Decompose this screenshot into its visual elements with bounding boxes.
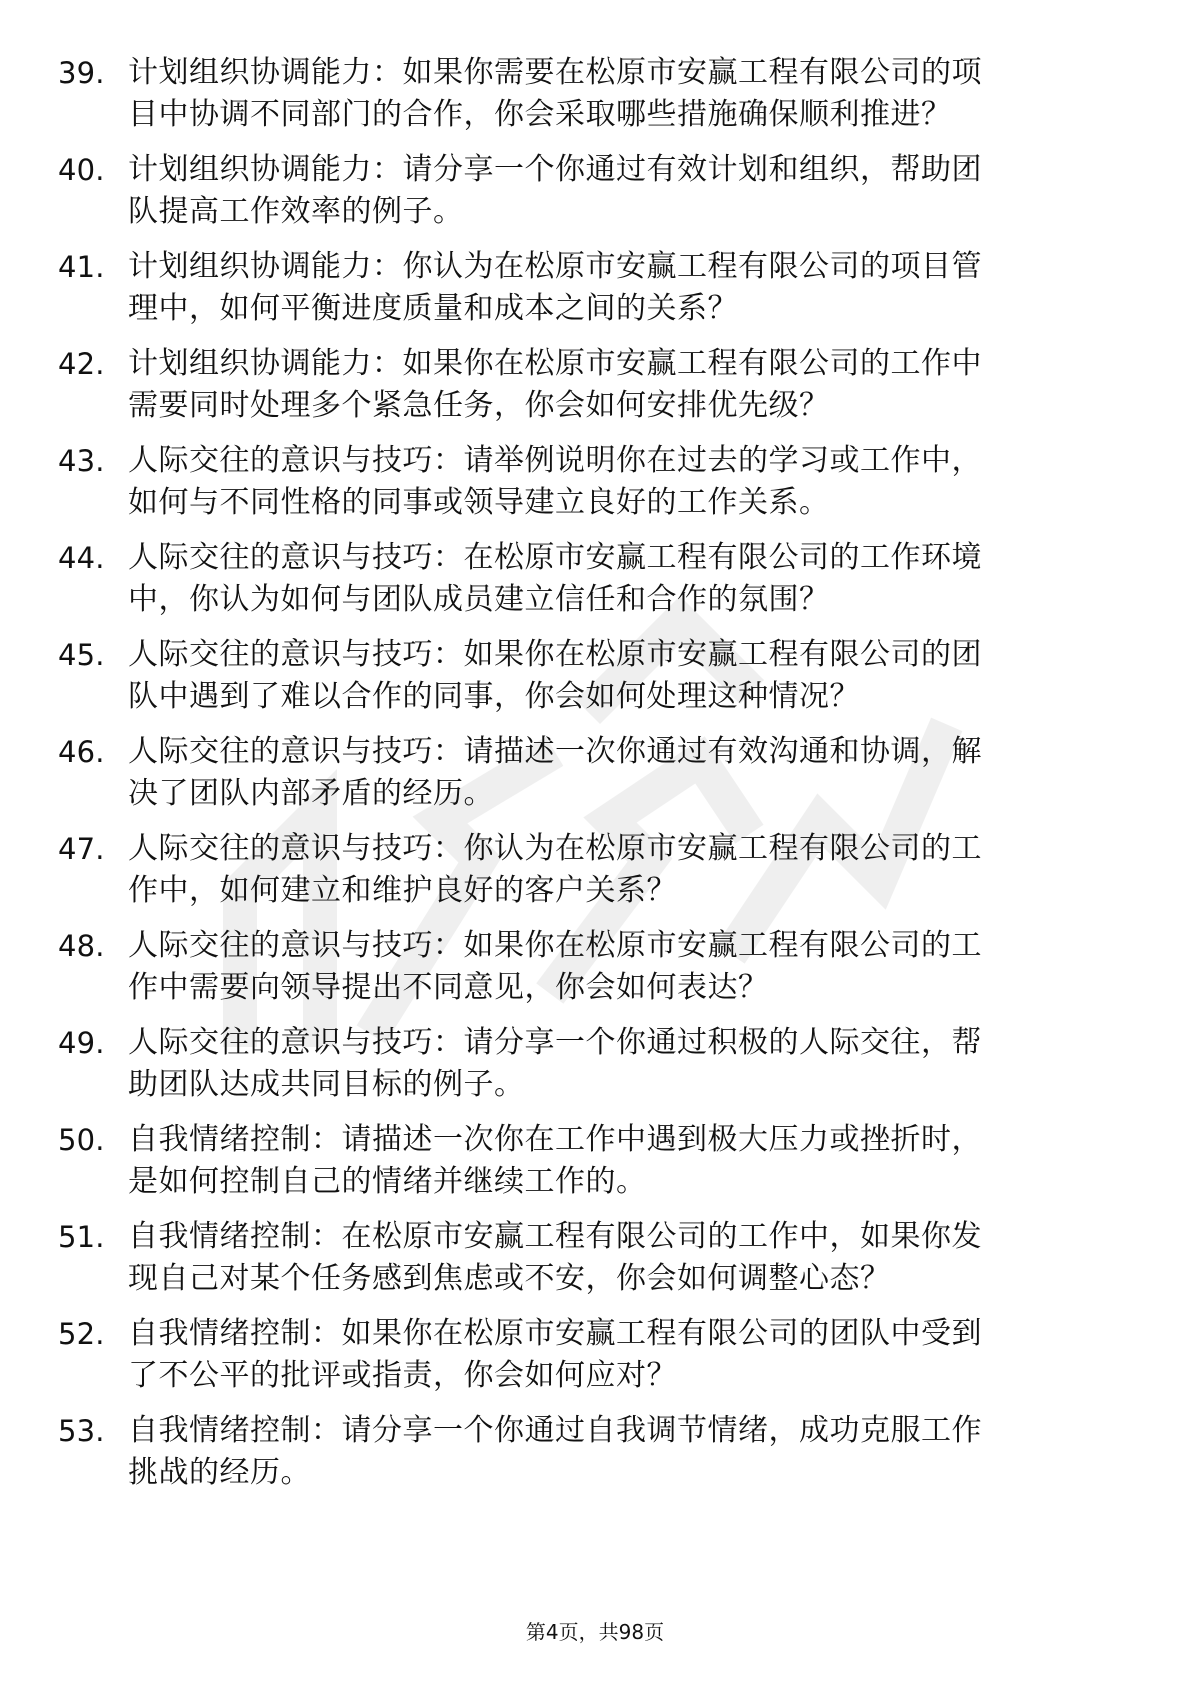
question-item [58,52,1138,149]
question-line: 自我情绪控制：请描述一次你在工作中遇到极大压力或挫折时， [128,1122,982,1157]
question-text [126,1410,1138,1494]
question-text [126,149,1138,233]
question-line: 挑战的经历。 [128,1455,311,1490]
question-line: 自我情绪控制：在松原市安赢工程有限公司的工作中，如果你发 [128,1219,982,1254]
question-item [58,925,1138,1022]
question-item [58,149,1138,246]
question-line: 人际交往的意识与技巧：请描述一次你通过有效沟通和协调，解 [128,734,982,769]
question-text [126,246,1138,330]
question-text [126,52,1138,136]
question-text [126,925,1138,1009]
question-text [126,731,1138,815]
question-number: 42. [58,347,105,381]
question-line: 作中需要向领导提出不同意见，你会如何表达？ [128,970,769,1005]
question-text [126,634,1138,718]
question-number: 43. [58,444,105,478]
question-text [126,1119,1138,1203]
question-item [58,634,1138,731]
question-line: 助团队达成共同目标的例子。 [128,1067,525,1102]
question-text [126,1022,1138,1106]
question-line: 队中遇到了难以合作的同事，你会如何处理这种情况？ [128,679,860,714]
question-line: 人际交往的意识与技巧：请分享一个你通过积极的人际交往，帮 [128,1025,982,1060]
question-item [58,1410,1138,1507]
question-line: 计划组织协调能力：如果你需要在松原市安赢工程有限公司的项 [128,55,982,90]
question-number: 41. [58,250,105,284]
question-number: 47. [58,832,105,866]
question-line: 决了团队内部矛盾的经历。 [128,776,494,811]
question-line: 计划组织协调能力：如果你在松原市安赢工程有限公司的工作中 [128,346,982,381]
question-item [58,1022,1138,1119]
question-number: 53. [58,1414,105,1448]
question-number: 51. [58,1220,105,1254]
question-number: 48. [58,929,105,963]
question-number: 50. [58,1123,105,1157]
question-item [58,246,1138,343]
question-line: 计划组织协调能力：请分享一个你通过有效计划和组织，帮助团 [128,152,982,187]
question-number: 52. [58,1317,105,1351]
question-line: 目中协调不同部门的合作，你会采取哪些措施确保顺利推进？ [128,97,952,132]
question-text [126,1313,1138,1397]
question-number: 44. [58,541,105,575]
question-line: 人际交往的意识与技巧：你认为在松原市安赢工程有限公司的工 [128,831,982,866]
question-text [126,828,1138,912]
question-number: 46. [58,735,105,769]
question-line: 队提高工作效率的例子。 [128,194,464,229]
question-line: 是如何控制自己的情绪并继续工作的。 [128,1164,647,1199]
question-number: 39. [58,56,105,90]
question-item [58,828,1138,925]
question-line: 自我情绪控制：如果你在松原市安赢工程有限公司的团队中受到 [128,1316,982,1351]
question-text [126,1216,1138,1300]
question-line: 人际交往的意识与技巧：在松原市安赢工程有限公司的工作环境 [128,540,982,575]
page-number-label: 第4页，共98页 [525,1620,665,1644]
question-line: 了不公平的批评或指责，你会如何应对？ [128,1358,677,1393]
question-text [126,440,1138,524]
question-text [126,343,1138,427]
question-number: 40. [58,153,105,187]
question-line: 人际交往的意识与技巧：请举例说明你在过去的学习或工作中， [128,443,982,478]
question-line: 需要同时处理多个紧急任务，你会如何安排优先级？ [128,388,830,423]
question-item [58,1313,1138,1410]
question-text [126,537,1138,621]
question-line: 人际交往的意识与技巧：如果你在松原市安赢工程有限公司的工 [128,928,982,963]
question-item [58,440,1138,537]
question-item [58,343,1138,440]
question-line: 理中，如何平衡进度质量和成本之间的关系？ [128,291,738,326]
question-number: 49. [58,1026,105,1060]
question-item [58,731,1138,828]
question-line: 计划组织协调能力：你认为在松原市安赢工程有限公司的项目管 [128,249,982,284]
question-line: 中，你认为如何与团队成员建立信任和合作的氛围？ [128,582,830,617]
question-line: 自我情绪控制：请分享一个你通过自我调节情绪，成功克服工作 [128,1413,982,1448]
question-line: 人际交往的意识与技巧：如果你在松原市安赢工程有限公司的团 [128,637,982,672]
question-line: 现自己对某个任务感到焦虑或不安，你会如何调整心态？ [128,1261,891,1296]
question-line: 如何与不同性格的同事或领导建立良好的工作关系。 [128,485,830,520]
question-item [58,1216,1138,1313]
question-item [58,1119,1138,1216]
question-item [58,537,1138,634]
question-line: 作中，如何建立和维护良好的客户关系？ [128,873,677,908]
question-number: 45. [58,638,105,672]
page-footer [0,1618,1190,1646]
question-list [58,52,1138,1507]
